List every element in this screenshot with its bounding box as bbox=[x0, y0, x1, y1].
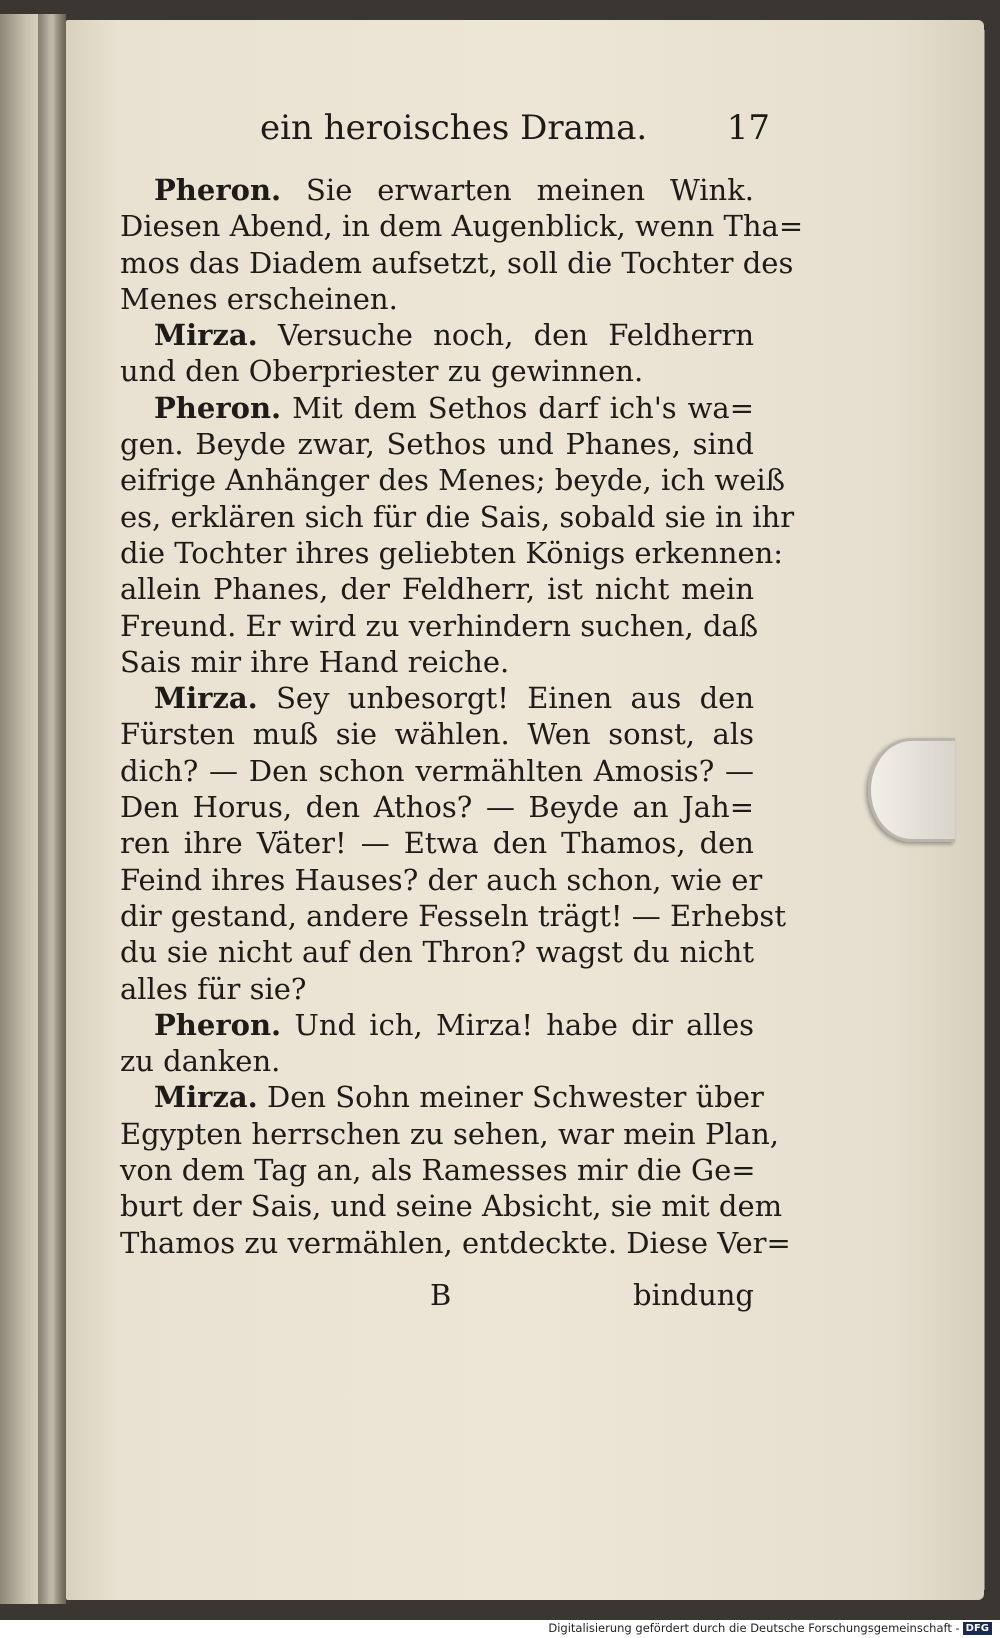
speech-line bbox=[120, 1007, 754, 1043]
page-number: 17 bbox=[726, 108, 770, 148]
book-gutter bbox=[38, 14, 68, 1604]
speech-line bbox=[120, 1079, 764, 1115]
text-line bbox=[120, 608, 759, 644]
text-line bbox=[120, 245, 794, 281]
text-line bbox=[120, 1152, 754, 1188]
line-text: du sie nicht auf den Thron? wagst du nicht bbox=[120, 935, 754, 970]
line-text: Feind ihres Hauses? der auch schon, wie er bbox=[120, 862, 763, 897]
line-text: es, erklären sich für die Sais, sobald sie in ihr bbox=[120, 499, 795, 534]
speaker-name: Pheron. bbox=[154, 390, 282, 425]
line-text: eifrige Anhänger des Menes; beyde, ich weiß bbox=[120, 463, 786, 498]
running-title: ein heroisches Drama. bbox=[260, 108, 648, 148]
line-text: Sie erwarten meinen Wink. bbox=[306, 173, 754, 207]
speaker-name: Mirza. bbox=[154, 1080, 258, 1115]
speech-line bbox=[120, 317, 754, 353]
speech-line bbox=[120, 680, 754, 716]
line-text: burt der Sais, und seine Absicht, sie mit dem bbox=[120, 1189, 783, 1224]
line-text: Egypten herrschen zu sehen, war mein Plan, bbox=[120, 1116, 779, 1151]
page-footer bbox=[120, 1278, 754, 1318]
credit-text: Digitalisierung gefördert durch die Deutsche Forschungsgemeinschaft - bbox=[548, 1621, 960, 1635]
text-line bbox=[120, 1188, 783, 1224]
text-line bbox=[120, 353, 754, 389]
text-line bbox=[120, 862, 763, 898]
text-line bbox=[120, 281, 754, 317]
line-text: Diesen Abend, in dem Augenblick, wenn Tha= bbox=[120, 209, 804, 244]
page-clip-tab bbox=[868, 738, 955, 842]
text-line bbox=[120, 934, 754, 970]
text-line bbox=[120, 644, 754, 680]
text-line bbox=[120, 208, 804, 244]
line-text: Sey unbesorgt! Einen aus den bbox=[276, 681, 755, 716]
line-text: ren ihre Väter! — Etwa den Thamos, den bbox=[120, 826, 754, 861]
line-text: Menes erscheinen. bbox=[120, 281, 398, 316]
catchword: bindung bbox=[633, 1278, 754, 1312]
line-text: zu danken. bbox=[120, 1044, 281, 1079]
digitization-credit bbox=[548, 1620, 992, 1636]
text-line bbox=[120, 535, 784, 571]
speaker-name: Mirza. bbox=[154, 318, 258, 353]
speech-line bbox=[120, 390, 754, 426]
line-text: und den Oberpriester zu gewinnen. bbox=[120, 354, 644, 389]
text-line bbox=[120, 753, 754, 789]
line-text: die Tochter ihres geliebten Königs erkennen: bbox=[120, 535, 784, 570]
signature-mark: B bbox=[430, 1278, 452, 1312]
line-text: Fürsten muß sie wählen. Wen sonst, als bbox=[120, 717, 754, 752]
line-text: mos das Diadem aufsetzt, soll die Tochter des bbox=[120, 245, 794, 280]
line-text: Den Sohn meiner Schwester über bbox=[266, 1080, 764, 1115]
text-line bbox=[120, 1043, 754, 1079]
speaker-name: Pheron. bbox=[154, 173, 282, 207]
text-line bbox=[120, 462, 786, 498]
line-text: allein Phanes, der Feldherr, ist nicht mein bbox=[120, 572, 754, 607]
page-header bbox=[180, 108, 770, 158]
text-line bbox=[120, 789, 754, 825]
line-text: Mit dem Sethos darf ich's wa= bbox=[292, 390, 754, 425]
text-line bbox=[120, 898, 786, 934]
line-text: alles für sie? bbox=[120, 971, 307, 1006]
dfg-logo: DFG bbox=[963, 1622, 992, 1635]
line-text: gen. Beyde zwar, Sethos und Phanes, sind bbox=[120, 427, 754, 462]
text-line bbox=[120, 1116, 779, 1152]
line-text: Und ich, Mirza! habe dir alles bbox=[294, 1007, 754, 1042]
text-line bbox=[120, 716, 754, 752]
text-line bbox=[120, 1225, 791, 1261]
line-text: Sais mir ihre Hand reiche. bbox=[120, 644, 510, 679]
speaker-name: Pheron. bbox=[154, 1007, 282, 1042]
text-line bbox=[120, 971, 754, 1007]
line-text: Den Horus, den Athos? — Beyde an Jah= bbox=[120, 790, 754, 825]
line-text: Thamos zu vermählen, entdeckte. Diese Ver= bbox=[120, 1225, 791, 1260]
line-text: Freund. Er wird zu verhindern suchen, daß bbox=[120, 608, 759, 643]
speech-line bbox=[120, 172, 754, 208]
line-text: dir gestand, andere Fesseln trägt! — Erhebst bbox=[120, 898, 786, 933]
text-line bbox=[120, 825, 754, 861]
text-line bbox=[120, 571, 754, 607]
drama-text bbox=[120, 172, 804, 1261]
line-text: dich? — Den schon vermählten Amosis? — bbox=[120, 753, 754, 788]
speaker-name: Mirza. bbox=[154, 681, 258, 716]
line-text: Versuche noch, den Feldherrn bbox=[277, 318, 755, 353]
text-line bbox=[120, 426, 754, 462]
text-line bbox=[120, 499, 795, 535]
line-text: von dem Tag an, als Ramesses mir die Ge= bbox=[120, 1153, 756, 1188]
